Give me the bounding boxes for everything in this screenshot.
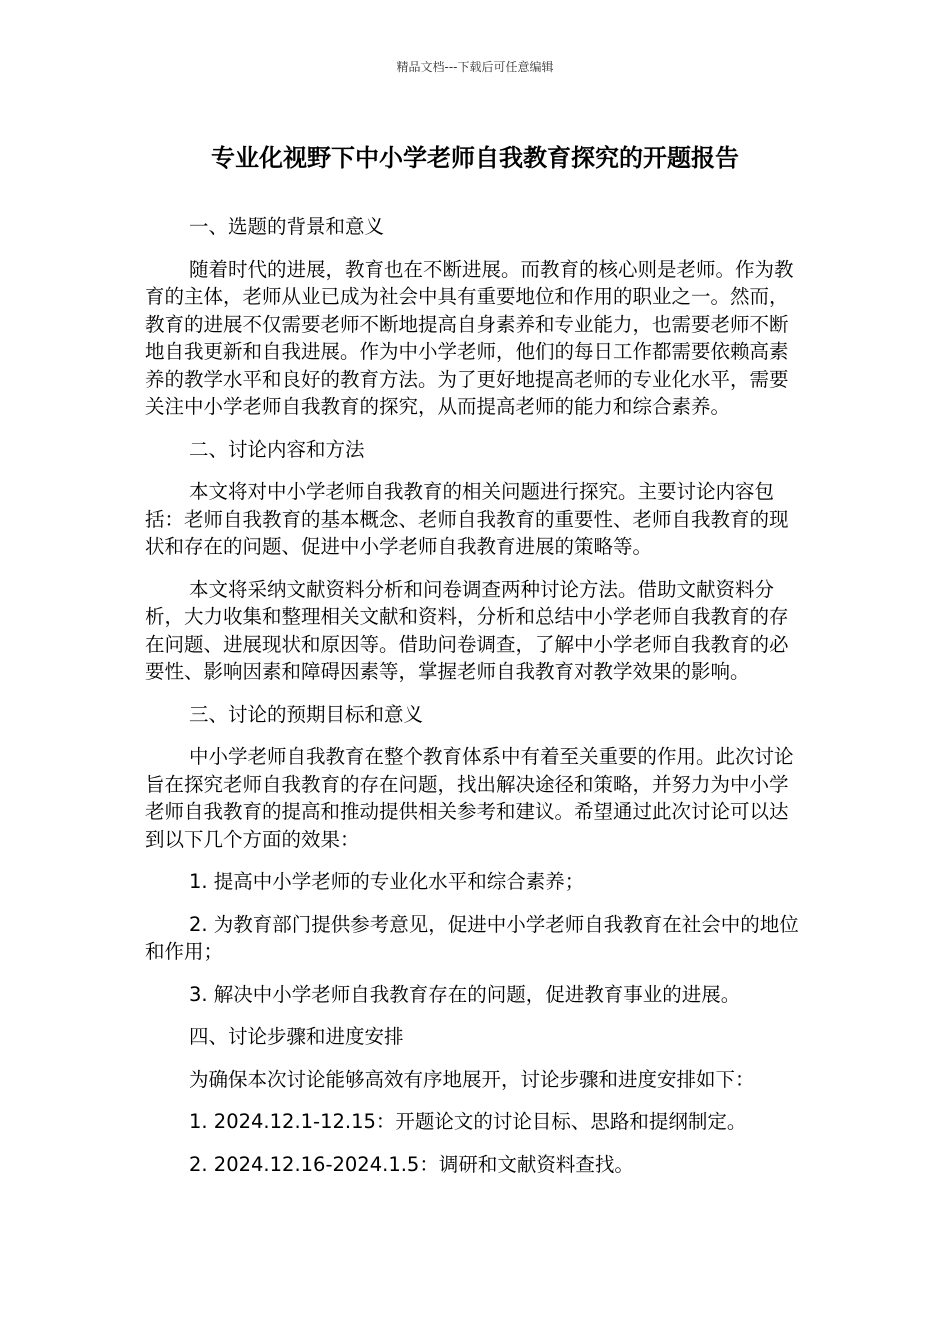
section-2-paragraph-2: 本文将采纳文献资料分析和问卷调查两种讨论方法。借助文献资料分析，大力收集和整理相关文献和资料，分析和总结中小学老师自我教育的存在问题、进展现状和原因等。借助问卷调查，了解中小学老师自我教育的必要性、影响因素和障碍因素等，掌握老师自我教育对教学效果的影响。	[145, 577, 789, 683]
document-body	[145, 213, 805, 1193]
section-1-paragraph: 随着时代的进展，教育也在不断进展。而教育的核心则是老师。作为教育的主体，老师从业已成为社会中具有重要地位和作用的职业之一。然而，教育的进展不仅需要老师不断地提高自身素养和专业能力，也需要老师不断地自我更新和自我进展。作为中小学老师，他们的每日工作都需要依赖高素养的教学水平和良好的教育方法。为了更好地提高老师的专业化水平，需要关注中小学老师自我教育的探究，从而提高老师的能力和综合素养。	[145, 257, 794, 418]
section-2-paragraph-1: 本文将对中小学老师自我教育的相关问题进行探究。主要讨论内容包括：老师自我教育的基本概念、老师自我教育的重要性、老师自我教育的现状和存在的问题、促进中小学老师自我教育进展的策略等。	[145, 480, 789, 558]
schedule-list-item-1: 1. 2024.12.1-12.15：开题论文的讨论目标、思路和提纲制定。	[189, 1110, 747, 1133]
goal-list-item-2: 2. 为教育部门提供参考意见，促进中小学老师自我教育在社会中的地位和作用；	[145, 912, 799, 963]
section-1-heading: 一、选题的背景和意义	[189, 215, 385, 238]
schedule-list-item-2: 2. 2024.12.16-2024.1.5：调研和文献资料查找。	[189, 1152, 634, 1176]
section-4-heading: 四、讨论步骤和进度安排	[189, 1025, 404, 1048]
section-3-paragraph: 中小学老师自我教育在整个教育体系中有着至关重要的作用。此次讨论旨在探究老师自我教育的存在问题，找出解决途径和策略，并努力为中小学老师自我教育的提高和推动提供相关参考和建议。希望通过此次讨论可以达到以下几个方面的效果：	[145, 745, 794, 851]
document-title: 专业化视野下中小学老师自我教育探究的开题报告	[211, 144, 739, 172]
page-header-note: 精品文档---下载后可任意编辑	[396, 60, 554, 74]
section-3-heading: 三、讨论的预期目标和意义	[189, 702, 424, 726]
section-2-heading: 二、讨论内容和方法	[189, 437, 365, 461]
goal-list-item-1: 1. 提高中小学老师的专业化水平和综合素养；	[189, 870, 585, 893]
goal-list-item-3: 3. 解决中小学老师自我教育存在的问题，促进教育事业的进展。	[189, 982, 741, 1006]
section-4-paragraph: 为确保本次讨论能够高效有序地展开，讨论步骤和进度安排如下：	[189, 1067, 755, 1091]
